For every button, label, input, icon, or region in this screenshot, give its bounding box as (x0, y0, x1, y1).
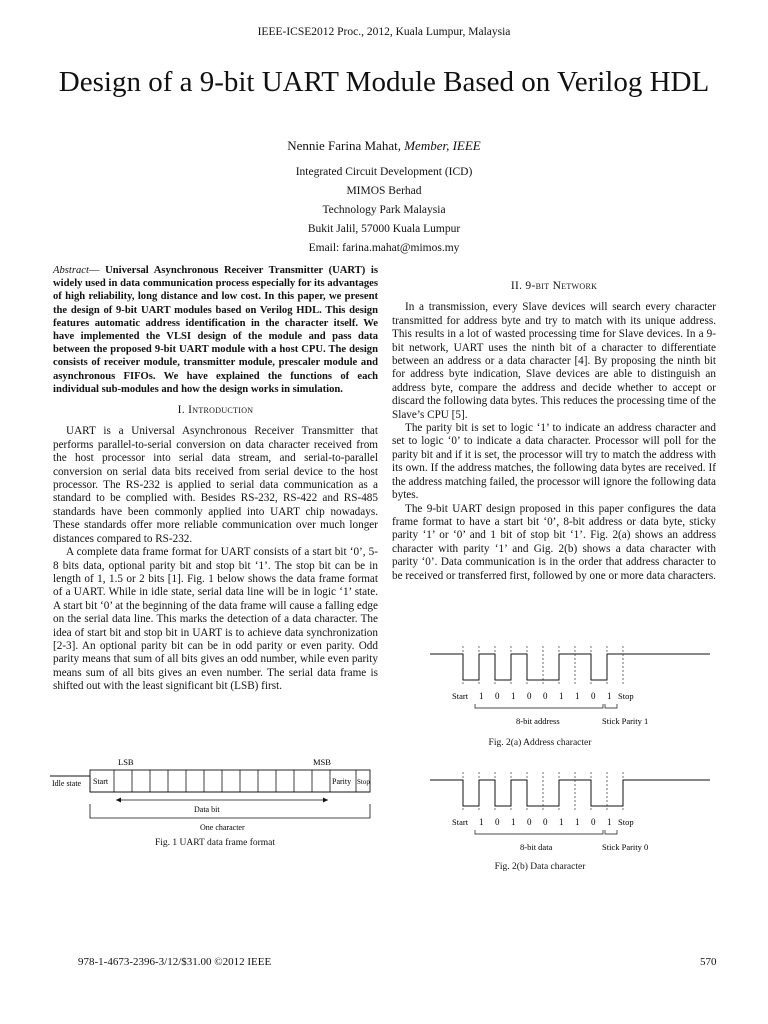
section-title: 9-bit Network (525, 280, 598, 292)
bit-1: 0 (495, 817, 500, 827)
bit-4: 0 (543, 691, 548, 701)
right-column (392, 280, 716, 583)
author-line (0, 138, 768, 154)
bit-4: 0 (543, 817, 548, 827)
start-label: Start (93, 777, 109, 786)
figure-2a (430, 644, 720, 732)
section-number: II. (510, 280, 526, 292)
abstract (53, 264, 378, 396)
section-heading-introduction (53, 404, 378, 417)
waveform (430, 780, 710, 806)
paragraph: In a transmission, every Slave devices will search every character transmitted for address byte and try to match with its unique address. This results in a lot of wasted processing time for Slave devices. In a 9-bit network, UART uses the ninth bit of a character to differentiate between an address or a data character [4]. By proposing the ninth bit for address byte indication, Slave devices are able to distinguish an address byte, compare the address and decide whether to accept or discard the following data bytes. This reduces the processing time of the Slave’s CPU [5]. (392, 301, 716, 421)
start-label: Start (452, 691, 469, 701)
bit-5: 1 (559, 691, 564, 701)
idle-state-label: Idle state (52, 779, 82, 788)
group-label: 8-bit address (516, 716, 560, 726)
bit-7: 0 (591, 691, 596, 701)
data-character-diagram (430, 770, 720, 858)
address-character-diagram (430, 644, 720, 732)
lsb-label: LSB (118, 757, 134, 767)
author-name: Nennie Farina Mahat, (287, 138, 405, 153)
running-header: IEEE-ICSE2012 Proc., 2012, Kuala Lumpur, Malaysia (257, 26, 511, 38)
figure-2b (430, 770, 720, 858)
stop-label: Stop (618, 817, 634, 827)
bit-0: 1 (479, 817, 484, 827)
parity-bit: 1 (607, 691, 612, 701)
bit-3: 0 (527, 817, 532, 827)
msb-label: MSB (313, 757, 331, 767)
parity-bit: 1 (607, 817, 612, 827)
figure-1-caption: Fig. 1 UART data frame format (154, 838, 276, 848)
start-label: Start (452, 817, 469, 827)
bit-6: 1 (575, 691, 580, 701)
paper-title: Design of a 9-bit UART Module Based on Verilog HDL (58, 66, 710, 98)
affiliation-line: Technology Park Malaysia (322, 204, 446, 216)
one-character-label: One character (200, 823, 245, 832)
waveform (430, 654, 710, 680)
arrowhead (323, 798, 328, 803)
figure-1 (50, 756, 380, 836)
paragraph: UART is a Universal Asynchronous Receiver Transmitter that performs parallel-to-serial conversion on data character received from the host processor into serial data stream, and serial-to-parallel conversion on serial data bits received from serial device to the host processor. The RS-232 is applied to serial data communication as a standard to be complied with. Besides RS-232, RS-422 and RS-485 standards have been commonly applied into UART chip nowadays. These standards offer more reliable communication over much longer distances compared to RS-232. (53, 425, 378, 545)
parity-label: Stick Parity 1 (602, 716, 649, 726)
bit-2: 1 (511, 817, 516, 827)
section-number: I. (177, 404, 189, 417)
bit-7: 0 (591, 817, 596, 827)
footer-isbn: 978-1-4673-2396-3/12/$31.00 ©2012 IEEE (78, 956, 272, 968)
bit-5: 1 (559, 817, 564, 827)
figure-2a-caption: Fig. 2(a) Address character (488, 738, 592, 748)
left-column (53, 264, 378, 694)
affiliation-line: MIMOS Berhad (346, 185, 422, 197)
page-number: 570 (700, 956, 717, 968)
author-role: Member, IEEE (404, 138, 481, 153)
parity-label: Parity (332, 777, 352, 786)
parity-bracket (605, 830, 617, 834)
dashed-bit-boundaries (463, 772, 623, 810)
uart-frame-diagram (50, 756, 380, 836)
arrowhead (116, 798, 121, 803)
figure-2b-caption: Fig. 2(b) Data character (494, 862, 586, 872)
affiliation-line: Bukit Jalil, 57000 Kuala Lumpur (307, 223, 461, 235)
bit-3: 0 (527, 691, 532, 701)
one-character-bracket (90, 804, 370, 818)
paragraph: A complete data frame format for UART consists of a start bit ‘0’, 5-8 bits data, optional parity bit and stop bit ‘1’. The stop bit can be in length of 1, 1.5 or 2 bits [1]. Fig. 1 below shows the data frame format of a UART. While in idle state, serial data line will be in logic ‘1’ state. A start bit ‘0’ at the beginning of the data frame will cause a falling edge on the serial data line. This marks the detection of a data character. The idea of start bit and stop bit in UART is to achieve data synchronization [2-3]. An optional parity bit can be in odd parity or even parity. Odd parity means that sum of all bits gives an odd number, while even parity means sum of all bits gives an even number. The serial data frame is shifted out with the least significant bit (LSB) first. (53, 546, 378, 693)
bit-6: 1 (575, 817, 580, 827)
data-bracket (475, 704, 603, 708)
section-heading-9bit-network (392, 280, 716, 293)
affiliation (0, 163, 768, 258)
parity-bracket (605, 704, 617, 708)
bit-0: 1 (479, 691, 484, 701)
paragraph: The 9-bit UART design proposed in this paper configures the data frame format to have a start bit ‘0’, 8-bit address or data byte, sticky parity ‘1’ or ‘0’ and 1 bit of stop bit ‘1’. Fig. 2(a) shows an address character with parity ‘1’ and Gig. 2(b) shows a data character with parity ‘0’. Data communication is in the order that address character to be received or transferred first, followed by one or more data characters. (392, 502, 716, 582)
stop-label: Stop (618, 691, 634, 701)
bit-2: 1 (511, 691, 516, 701)
email-line: Email: farina.mahat@mimos.my (308, 242, 460, 254)
paragraph: The parity bit is set to logic ‘1’ to indicate an address character and set to logic ‘0’ to indicate a data character. Processor will poll for the parity bit and if it is set, the processor will try to match the address with its own. If the address matches, the following data bytes are received. If the address matching failed, the processor will ignore the following data bytes. (392, 422, 716, 502)
affiliation-line: Integrated Circuit Development (ICD) (295, 166, 473, 178)
group-label: 8-bit data (520, 842, 553, 852)
bit-1: 0 (495, 691, 500, 701)
abstract-dash: — (88, 265, 106, 276)
abstract-label: Abstract (53, 265, 89, 276)
section-title: Introduction (188, 404, 254, 417)
dashed-bit-boundaries (463, 646, 623, 684)
stop-label: Stop (357, 778, 370, 786)
data-bracket (475, 830, 603, 834)
data-bit-label: Data bit (194, 805, 220, 814)
abstract-text: Universal Asynchronous Receiver Transmitter (UART) is widely used in data communication process especially for its advantages of high reliability, long distance and low cost. In this paper, we present the design of 9-bit UART modules based on Verilog HDL. This design features automatic address identification in the character itself. We have implemented the VLSI design of the module and pass data between the proposed 9-bit UART module with a host CPU. The design consists of receiver module, transmitter module, prescaler module and asynchronous FIFOs. We have explained the functions of each individual sub-modules and how the design works in simulation. (53, 265, 378, 395)
parity-label: Stick Parity 0 (602, 842, 649, 852)
